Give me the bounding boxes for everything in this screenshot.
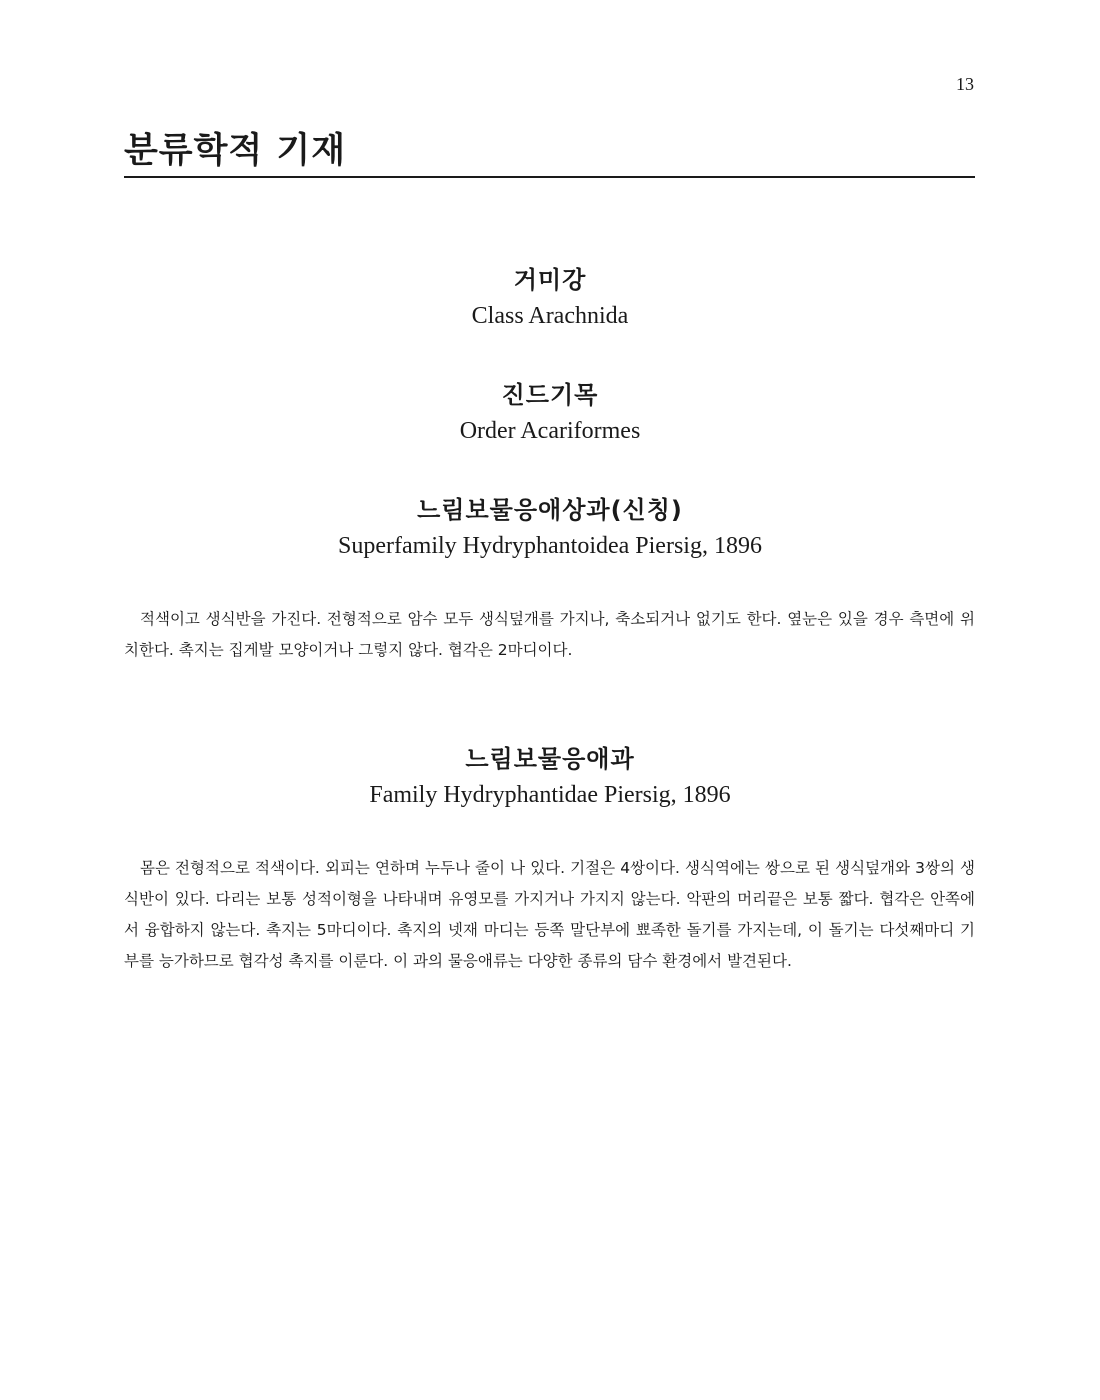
class-heading (0, 262, 1100, 334)
family-description: 몸은 전형적으로 적색이다. 외피는 연하며 누두나 줄이 나 있다. 기절은 4쌍이다. 생식역에는 쌍으로 된 생식덮개와 3쌍의 생식반이 있다. 다리는 보통 성적이형을 나타내며 유영모를 가지거나 가지지 않는다. 악판의 머리끝은 보통 짧다. 협각은 안쪽에서 융합하지 않는다. 촉지는 5마디이다. 촉지의 넷재 마디는 등쪽 말단부에 뾰족한 돌기를 가지는데, 이 돌기는 다섯째마디 기부를 능가하므로 협각성 촉지를 이룬다. 이 과의 물응애류는 다양한 종류의 담수 환경에서 발견된다. (124, 859, 975, 970)
order-heading (0, 377, 1100, 449)
superfamily-korean-name: 느림보물응애상과(신칭) (417, 496, 683, 524)
class-latin-name: Class Arachnida (471, 303, 629, 329)
family-latin-name: Family Hydryphantidae Piersig, 1896 (369, 782, 731, 808)
chapter-title: 분류학적 기재 (124, 128, 975, 178)
superfamily-latin-name: Superfamily Hydryphantoidea Piersig, 1896 (338, 533, 762, 559)
superfamily-description: 적색이고 생식반을 가진다. 전형적으로 암수 모두 생식덮개를 가지나, 축소되거나 없기도 한다. 옆눈은 있을 경우 측면에 위치한다. 촉지는 집게발 모양이거나 그렇지 않다. 협각은 2마디이다. (124, 610, 975, 659)
class-korean-name: 거미강 (513, 266, 587, 294)
order-latin-name: Order Acariformes (459, 418, 641, 444)
order-korean-name: 진드기목 (501, 381, 599, 409)
superfamily-heading (0, 492, 1100, 564)
family-korean-name: 느림보물응애과 (465, 745, 635, 773)
page-number: 13 (956, 74, 974, 94)
family-heading (0, 741, 1100, 813)
